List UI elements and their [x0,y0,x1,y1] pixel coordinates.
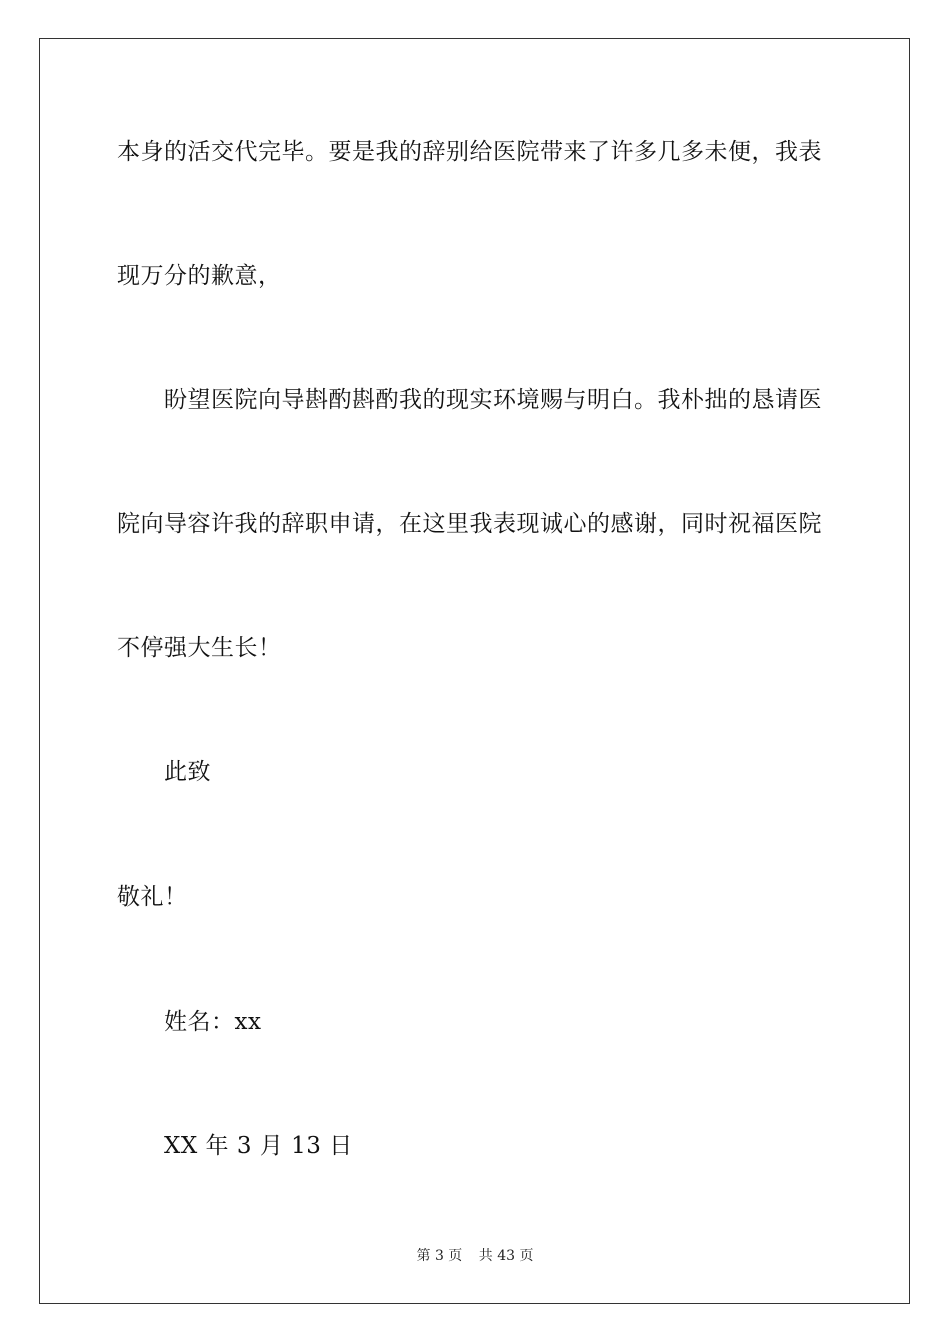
salutation-regards: 敬礼！ [117,884,188,910]
body-line-1: 本身的活交代完毕。要是我的辞别给医院带来了许多几多未便，我表 [117,139,822,165]
body-line-3: 盼望医院向导斟酌斟酌我的现实环境赐与明白。我朴拙的恳请医 [164,387,822,413]
salutation-closing: 此致 [164,759,211,785]
body-line-5: 不停强大生长！ [117,635,282,661]
page-footer [0,1246,950,1266]
page-number-current: 第 3 页 [416,1248,463,1264]
page-frame [39,38,910,1304]
signature-date: XX 年 3 月 13 日 [164,1133,353,1159]
body-line-4: 院向导容许我的辞职申请，在这里我表现诚心的感谢，同时祝福医院 [117,511,822,537]
page-number-total: 共 43 页 [478,1248,534,1264]
signature-name: 姓名：xx [164,1009,262,1035]
body-line-2: 现万分的歉意， [117,263,282,289]
